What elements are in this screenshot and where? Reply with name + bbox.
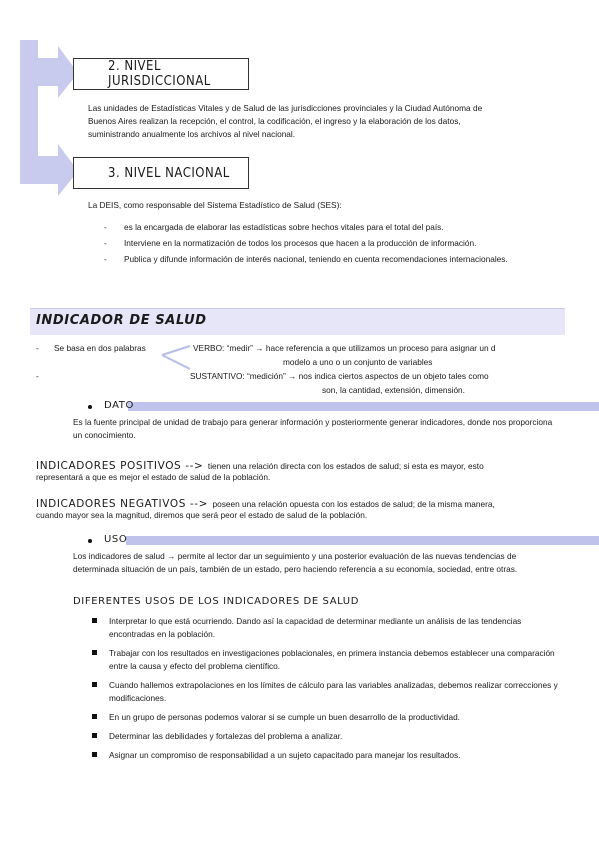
section-2-text: Las unidades de Estadísticas Vitales y de Salud de las jurisdicciones provinciales y la Ciudad Autónoma de Buenos Aires realizan la recepción, el control, la codificación, el ingreso y la elaboración de los datos, suministrando anualmente los archivos al nivel nacional. (88, 103, 483, 139)
dato-bar (128, 402, 599, 411)
sustantivo-text-cont: son, la cantidad, extensión, dimensión. (322, 385, 465, 395)
bullet-dot (88, 405, 92, 409)
list-item (90, 749, 568, 762)
list-item (90, 711, 568, 724)
uso-label: USO (104, 534, 128, 545)
square-bullet-icon (92, 682, 97, 687)
square-bullet-icon (92, 752, 97, 757)
bullet-dot (88, 539, 92, 543)
flow-arrow-graphic (20, 40, 80, 200)
negativos-text-cont: cuando mayor sea la magnitud, diremos que será peor el estado de salud de la población. (36, 510, 368, 520)
list-item (90, 615, 568, 641)
branch-arrow-graphic (160, 343, 194, 373)
verbo-text: VERBO: “medir” → hace referencia a que utilizamos un proceso para asignar un d (193, 343, 496, 353)
positivos-label: INDICADORES POSITIVOS --> (36, 460, 204, 472)
verbo-text-cont: modelo a uno o un conjunto de variables (283, 357, 433, 367)
usos-heading: DIFERENTES USOS DE LOS INDICADORES DE SALUD (73, 596, 360, 607)
section-2-title: 2. NIVEL JURISDICCIONAL (108, 59, 211, 89)
uso-text: Los indicadores de salud → permite al lector dar un seguimiento y una posterior evaluación de las nuevas tendencias de determinada situación de un país, también de un estado, pero haciendo referencia a su economía, sociedad, entre otras. (73, 551, 518, 574)
basa-text: Se basa en dos palabras (54, 343, 146, 353)
section-3-title-box (73, 157, 249, 189)
section-3-title: 3. NIVEL NACIONAL (108, 165, 230, 181)
square-bullet-icon (92, 733, 97, 738)
list-item (90, 679, 568, 705)
list-item-text: Interpretar lo que está ocurriendo. Dando así la capacidad de determinar mediante un análisis de las tendencias encontradas en la población. (109, 616, 522, 639)
list-item-text: Trabajar con los resultados en investigaciones poblacionales, en primera instancia debemos establecer una comparación entre la causa y efecto del problema científico. (109, 648, 555, 671)
list-item-text: Cuando hallemos extrapolaciones en los límites de cálculo para las variables analizadas, debemos realizar correcciones y modificaciones. (109, 680, 558, 703)
list-item (90, 647, 568, 673)
section-3-list (104, 221, 524, 266)
section-2-title-box (73, 58, 249, 90)
dato-text: Es la fuente principal de unidad de trabajo para generar información y posteriormente generar indicadores, donde nos proporciona un conocimiento. (73, 417, 553, 440)
indicador-heading: INDICADOR DE SALUD (36, 313, 207, 328)
sustantivo-text: SUSTANTIVO: “medición” → nos indica ciertos aspectos de un objeto tales como (190, 371, 489, 381)
dash-mark: - (36, 371, 39, 381)
list-item: - es la encargada de elaborar las estadísticas sobre hechos vitales para el total del país. (104, 221, 524, 234)
list-item (90, 730, 568, 743)
list-item-text: Determinar las debilidades y fortalezas del problema a analizar. (109, 731, 343, 741)
dato-label: DATO (104, 400, 134, 411)
dash-mark: - (36, 343, 39, 353)
square-bullet-icon (92, 714, 97, 719)
positivos-text-cont: representará a que es mejor el estado de salud de la población. (36, 472, 271, 482)
list-item-text: Asignar un compromiso de responsabilidad a un sujeto capacitado para manejar los resultados. (109, 750, 461, 760)
list-item: - Publica y difunde información de interés nacional, teniendo en cuenta recomendaciones internacionales. (104, 253, 524, 266)
square-bullet-icon (92, 618, 97, 623)
negativos-text: poseen una relación opuesta con los estados de salud; de la misma manera, (212, 499, 495, 509)
uso-bar (126, 536, 599, 545)
negativos-label: INDICADORES NEGATIVOS --> (36, 498, 209, 510)
list-item: - Interviene en la normatización de todos los procesos que hacen a la producción de información. (104, 237, 524, 250)
square-bullet-icon (92, 650, 97, 655)
section-3-intro: La DEIS, como responsable del Sistema Estadístico de Salud (SES): (88, 200, 342, 210)
positivos-text: tienen una relación directa con los estados de salud; si esta es mayor, esto (207, 461, 484, 471)
usos-list (90, 615, 568, 768)
list-item-text: En un grupo de personas podemos valorar si se cumple un buen desarrollo de la productividad. (109, 712, 460, 722)
